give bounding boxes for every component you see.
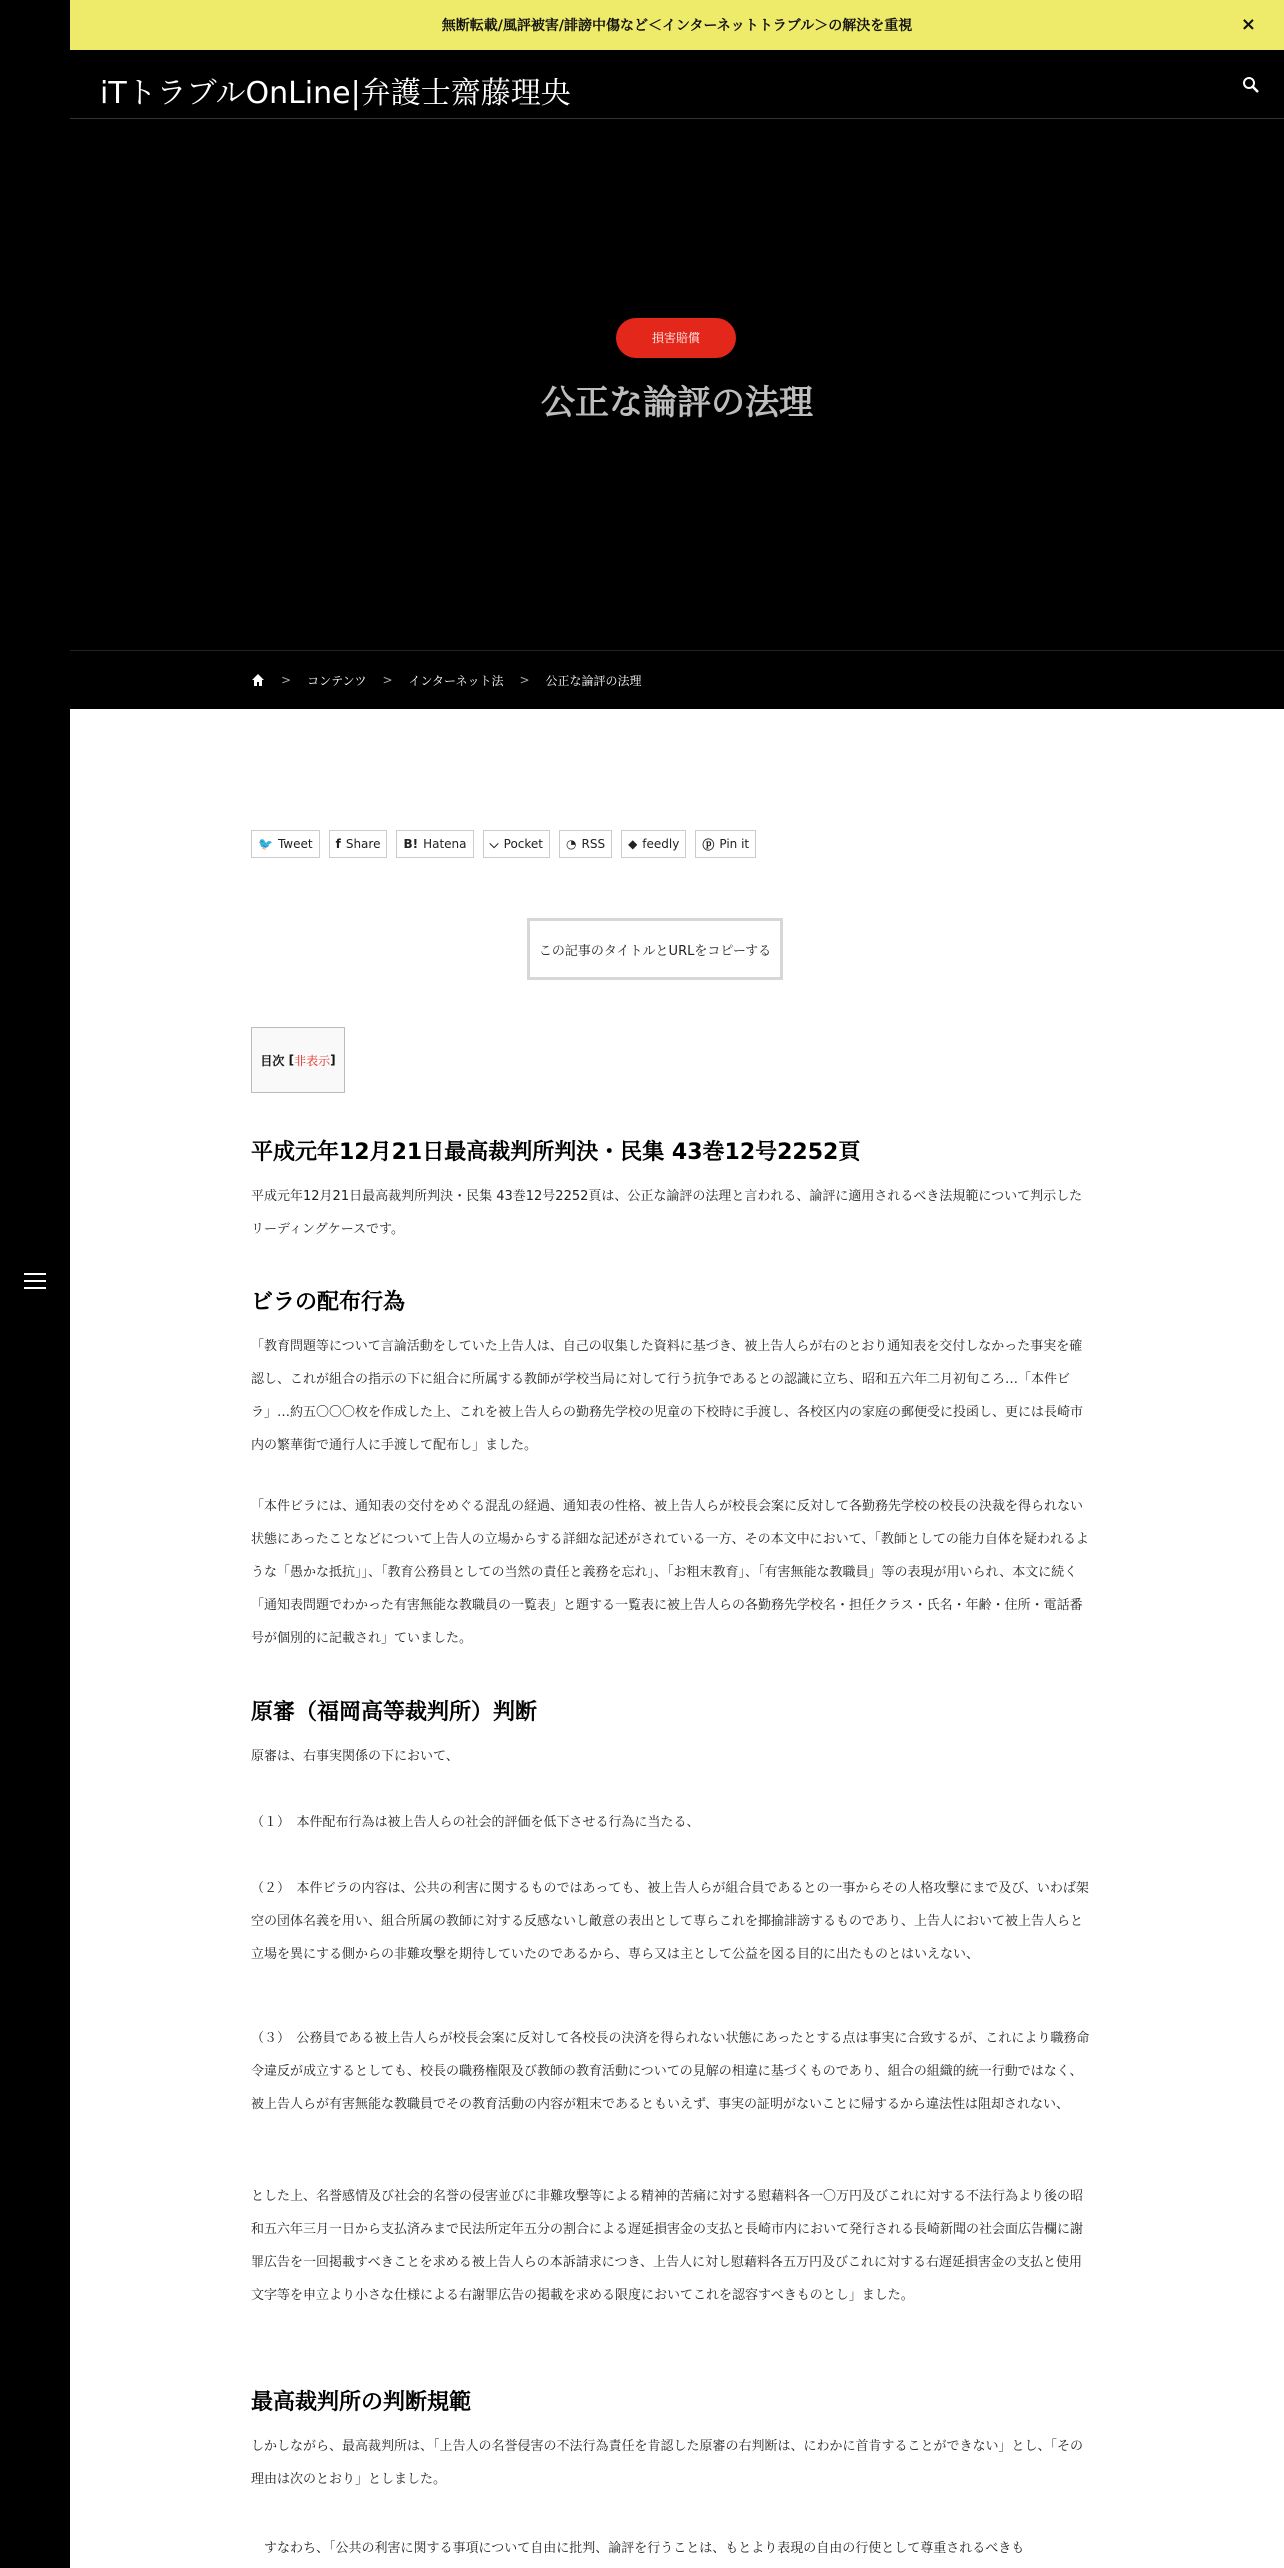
paragraph: （１） 本件配布行為は被上告人らの社会的評価を低下させる行為に当たる、 — [251, 1815, 700, 1830]
hamburger-menu-icon[interactable] — [24, 1273, 46, 1289]
share-buttons — [251, 830, 756, 858]
chevron-right-icon: > — [519, 673, 530, 687]
pinterest-icon: ⓟ — [702, 837, 715, 852]
notice-text[interactable]: 無断転載/風評被害/誹謗中傷など＜インターネットトラブル＞の解決を重視 — [441, 18, 913, 34]
paragraph: 平成元年12月21日最高裁判所判決・民集 43巻12号2252頁は、公正な論評の法理と言われる、論評に適用されるべき法規範について判示したリーディングケースです。 — [251, 1189, 1083, 1237]
share-label: Pin it — [719, 837, 750, 851]
share-label: Hatena — [423, 837, 467, 851]
facebook-icon: f — [335, 837, 341, 851]
search-icon[interactable] — [1242, 76, 1260, 94]
paragraph: （３） 公務員である被上告人らが校長会案に反対して各校長の決済を得られない状態にあったとする点は事実に合致するが、これにより職務命令違反が成立するとしても、校長の職務権限及び教師の教育活動についての見解の相違に基づくものであり、組合の組織的統一行動ではなく、被上告人らが有害無能な教職員でその教育活動の内容が粗末であるともいえず、事実の証明がないことに帰するから違法性は阻却されない、 — [251, 2031, 1090, 2112]
paragraph: しかしながら、最高裁判所は、「上告人の名誉侵害の不法行為責任を肯認した原審の右判断は、にわかに首肯することができない」とし、「その理由は次のとおり」としました。 — [251, 2439, 1084, 2487]
sidebar — [0, 0, 70, 2568]
pinterest-button[interactable] — [695, 830, 756, 858]
share-label: Share — [345, 837, 381, 851]
paragraph: 原審は、右事実関係の下において、 — [251, 1749, 459, 1764]
paragraph: 「本件ビラには、通知表の交付をめぐる混乱の経過、通知表の性格、被上告人らが校長会案に反対して各勤務先学校の校長の決裁を得られない状態にあったことなどについて上告人の立場からする詳細な記述がされている一方、その本文中において、「教師としての能力自体を疑われるような「愚かな抵抗」」、「教育公務員としての当然の責任と義務を忘れ」、「お粗末教育」、「有害無能な教職員」等の表現が用いられ、本文に続く「通知表問題でわかった有害無能な教職員の一覧表」と題する一覧表に被上告人らの各勤務先学校名・担任クラス・氏名・年齢・住所・電話番号が個別的に記載され」ていました。 — [251, 1499, 1089, 1646]
heading-supreme-court: 最高裁判所の判断規範 — [251, 2390, 472, 2415]
breadcrumb-item-contents[interactable]: コンテンツ — [307, 673, 367, 688]
page — [70, 0, 1284, 2568]
rss-icon: ◔ — [566, 837, 577, 851]
feedly-icon: ◆ — [628, 837, 638, 851]
pocket-icon: ⌵ — [489, 836, 499, 851]
heading-ruling: 平成元年12月21日最高裁判所判決・民集 43巻12号2252頁 — [251, 1140, 861, 1165]
notice-bar — [70, 0, 1284, 50]
twitter-icon: 🐦 — [258, 837, 273, 851]
breadcrumb — [70, 650, 1284, 709]
site-header — [70, 50, 1284, 119]
feedly-button[interactable] — [621, 830, 686, 858]
hatena-icon: B! — [403, 837, 419, 851]
close-icon[interactable]: × — [1240, 14, 1256, 35]
site-title[interactable]: iTトラブルOnLine|弁護士齋藤理央 — [100, 76, 571, 111]
heading-leaflet: ビラの配布行為 — [251, 1290, 406, 1315]
paragraph: （２） 本件ビラの内容は、公共の利害に関するものではあっても、被上告人らが組合員であるとの一事からその人格攻撃にまで及び、いわば架空の団体名義を用い、組合所属の教師に対する反感ないし敵意の表出として専らこれを揶揄誹謗するものであり、上告人において被上告人らと立場を異にする側からの非難攻撃を期待していたのであるから、専ら又は主として公益を図る目的に出たものとはいえない、 — [251, 1881, 1089, 1962]
heading-lower-court: 原審（福岡高等裁判所）判断 — [251, 1700, 538, 1725]
share-label: RSS — [581, 837, 606, 851]
home-icon[interactable] — [251, 673, 265, 687]
hatena-button[interactable] — [396, 830, 473, 858]
paragraph: とした上、名誉感情及び社会的名誉の侵害並びに非難攻撃等による精神的苦痛に対する慰藉料各一〇万円及びこれに対する不法行為より後の昭和五六年三月一日から支払済みまで民法所定年五分の割合による遅延損害金の支払と長崎市内において発行される長崎新聞の社会面広告欄に謝罪広告を一回掲載すべきことを求める被上告人らの本訴請求につき、上告人に対し慰藉料各五万円及びこれに対する右遅延損害金の支払と使用文字等を申立より小さな仕様による右謝罪広告の掲載を求める限度においてこれを認容すべきものとし」ました。 — [251, 2189, 1084, 2303]
share-label: feedly — [642, 837, 680, 851]
breadcrumb-item-current: 公正な論評の法理 — [545, 673, 642, 688]
chevron-right-icon: > — [382, 673, 393, 687]
hero — [70, 119, 1284, 650]
toc-label: 目次 — [260, 1053, 285, 1068]
toc-toggle[interactable]: 非表示 — [294, 1053, 331, 1068]
paragraph: すなわち、「公共の利害に関する事項について自由に批判、論評を行うことは、もとより表現の自由の行使として尊重されるべきも — [251, 2541, 1025, 2556]
paragraph: 「教育問題等について言論活動をしていた上告人は、自己の収集した資料に基づき、被上告人らが右のとおり通知表を交付しなかった事実を確認し、これが組合の指示の下に組合に所属する教師が学校当局に対して行う抗争であるとの認識に立ち、昭和五六年二月初旬ころ…「本件ビラ」…約五〇〇〇枚を作成した上、これを被上告人らの勤務先学校の児童の下校時に手渡し、各校区内の家庭の郵便受に投函し、更には長崎市内の繁華街で通行人に手渡して配布し」ました。 — [251, 1339, 1084, 1453]
rss-button[interactable] — [559, 830, 612, 858]
chevron-right-icon: > — [281, 673, 292, 687]
post-title: 公正な論評の法理 — [541, 383, 813, 423]
category-badge[interactable]: 損害賠償 — [616, 318, 736, 358]
breadcrumb-item-internet-law[interactable]: インターネット法 — [408, 673, 504, 688]
share-label: Pocket — [503, 837, 543, 851]
pocket-button[interactable] — [483, 830, 550, 858]
copy-title-url-button[interactable]: この記事のタイトルとURLをコピーする — [527, 918, 783, 980]
tweet-button[interactable] — [251, 830, 320, 858]
table-of-contents: 目次 [ 非表示 ] — [251, 1027, 345, 1093]
share-label: Tweet — [277, 837, 313, 851]
facebook-share-button[interactable] — [329, 830, 388, 858]
